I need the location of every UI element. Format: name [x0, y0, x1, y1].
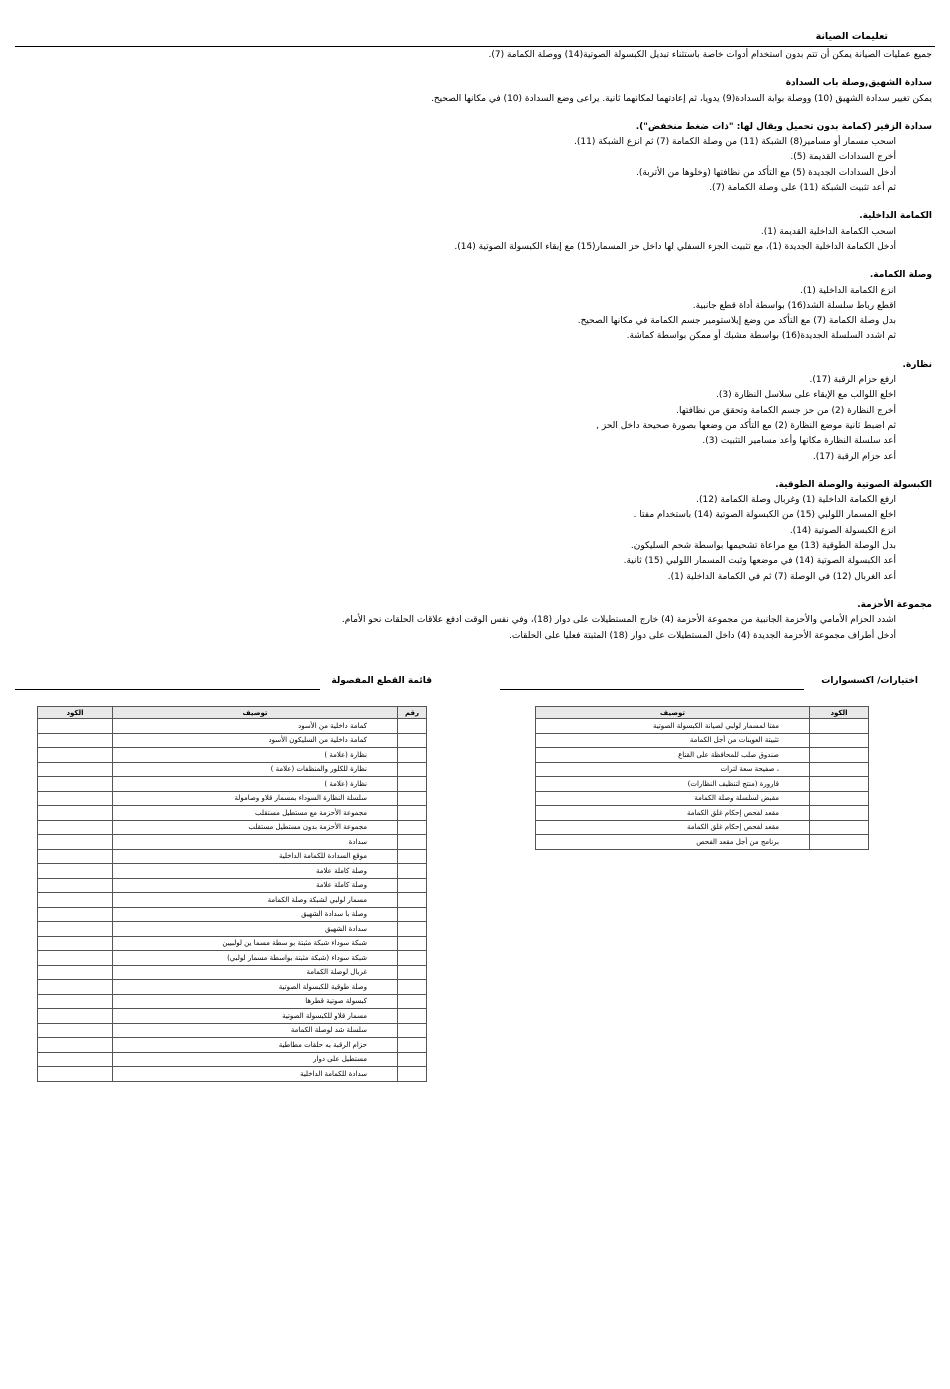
table-row [38, 748, 427, 763]
maintenance-title: تعليمات الصيانة [815, 31, 888, 42]
table-row [38, 791, 427, 806]
part-number-cell [398, 1023, 427, 1038]
part-description-cell: سدادة الشهيق [113, 922, 398, 937]
table-row [536, 820, 869, 835]
accessory-code-cell [810, 835, 869, 850]
accessory-description-cell: مفتا لمسمار لولبي لصيانة الكبسولة الصوتية [536, 719, 810, 734]
part-number-cell [398, 907, 427, 922]
table-row [536, 748, 869, 763]
part-code-cell [38, 849, 113, 864]
part-description-cell: وصلة طوقية للكبسولة الصوتية [113, 980, 398, 995]
table-row [38, 922, 427, 937]
part-code-cell [38, 1052, 113, 1067]
accessory-description-cell: تثبيتة العوينات من أجل الكمامة [536, 733, 810, 748]
accessories-table-body [536, 719, 869, 850]
instruction-line: اخلع المسمار اللولبي (15) من الكبسولة الصوتية (14) باستخدام مفتا . [633, 510, 896, 521]
maintenance-instructions [17, 48, 932, 644]
table-row [38, 936, 427, 951]
accessories-divider [500, 689, 804, 690]
instruction-line: اسحب الكمامة الداخلية القديمة (1). [760, 226, 896, 237]
part-description-cell: نظارة (علامة ) [113, 777, 398, 792]
part-code-cell [38, 719, 113, 734]
accessory-description-cell: ، صفيحة سعة لترات [536, 762, 810, 777]
part-number-cell [398, 922, 427, 937]
section-title: نظارة. [902, 359, 932, 370]
table-row [536, 791, 869, 806]
part-number-cell [398, 1038, 427, 1053]
instruction-line: أخرج السدادات القديمة (5). [790, 152, 896, 163]
instruction-line: أعد حزام الرقبة (17). [812, 451, 896, 462]
accessory-code-cell [810, 806, 869, 821]
parts-list-title: قائمة القطع المفصولة [331, 676, 432, 686]
part-code-cell [38, 965, 113, 980]
table-row [38, 777, 427, 792]
part-description-cell: سلسلة النظارة السوداء بمسمار قلاو وصامولة [113, 791, 398, 806]
table-row [38, 951, 427, 966]
table-row [38, 878, 427, 893]
part-code-cell [38, 980, 113, 995]
instruction-line: اسحب مسمار أو مسامير(8) الشبكة (11) من وصلة الكمامة (7) ثم انزع الشبكة (11). [574, 137, 896, 148]
part-number-cell [398, 849, 427, 864]
table-row [38, 980, 427, 995]
table-row [536, 806, 869, 821]
accessory-description-cell: مقبض لسلسلة وصلة الكمامة [536, 791, 810, 806]
accessory-description-cell: مقعد لفحص إحكام غلق الكمامة [536, 820, 810, 835]
instruction-line: انزع الكمامة الداخلية (1). [800, 285, 896, 296]
table-row [38, 733, 427, 748]
parts-table-header-row [38, 707, 427, 719]
parts-code-header: الكود [38, 707, 113, 719]
table-row [38, 1038, 427, 1053]
table-row [38, 907, 427, 922]
table-row [38, 1067, 427, 1082]
accessory-description-cell: قارورة (منتج لتنظيف النظارات) [536, 777, 810, 792]
part-number-cell [398, 777, 427, 792]
part-code-cell [38, 820, 113, 835]
part-code-cell [38, 806, 113, 821]
part-number-cell [398, 878, 427, 893]
part-description-cell: سدادة للكمامة الداخلية [113, 1067, 398, 1082]
part-code-cell [38, 777, 113, 792]
table-row [38, 965, 427, 980]
part-code-cell [38, 878, 113, 893]
accessory-code-cell [810, 762, 869, 777]
part-number-cell [398, 1067, 427, 1082]
part-number-cell [398, 1009, 427, 1024]
table-row [38, 1052, 427, 1067]
instruction-line: اشدد الحزام الأمامي والأحزمة الجانبية من مجموعة الأحزمة (4) خارج المستطيلات على دوار (18)، وفي نفس الوقت ادفع علاقات الحلقات نحو الأمام. [341, 615, 896, 626]
part-number-cell [398, 864, 427, 879]
parts-desc-header: توصيف [113, 707, 398, 719]
part-code-cell [38, 951, 113, 966]
table-row [38, 1023, 427, 1038]
part-code-cell [38, 791, 113, 806]
part-number-cell [398, 820, 427, 835]
part-description-cell: شبكة سوداء شبكة مثبتة بو سطة مسما ين لولبيين [113, 936, 398, 951]
part-number-cell [398, 719, 427, 734]
part-code-cell [38, 1009, 113, 1024]
part-number-cell [398, 951, 427, 966]
accessories-table-header-row [536, 707, 869, 719]
instruction-line: أعد الغربال (12) في الوصلة (7) ثم في الكمامة الداخلية (1). [667, 571, 896, 582]
title-divider [15, 46, 935, 47]
instruction-line: أخرج النظارة (2) من حز جسم الكمامة وتحقق من نظافتها. [676, 405, 896, 416]
table-row [38, 994, 427, 1009]
accessories-table [535, 706, 869, 850]
instruction-line: أدخل الكمامة الداخلية الجديدة (1)، مع تثبيت الجزء السفلي لها داخل حز المسمار(15) مع إبقاء الكبسولة الصوتية (14). [454, 241, 896, 252]
instruction-line: بدل الوصلة الطوقية (13) مع مراعاة تشحيمها بواسطة شحم السليكون. [630, 541, 896, 552]
instruction-line: ارفع الكمامة الداخلية (1) وغربال وصلة الكمامة (12). [696, 495, 896, 506]
part-number-cell [398, 994, 427, 1009]
part-description-cell: مجموعة الأحزمة مع مستطيل مستقلب [113, 806, 398, 821]
part-code-cell [38, 893, 113, 908]
part-code-cell [38, 907, 113, 922]
table-row [38, 820, 427, 835]
table-row [38, 719, 427, 734]
part-code-cell [38, 922, 113, 937]
instruction-line: اقطع رباط سلسلة الشد(16) بواسطة أداة قطع جانبية. [692, 300, 896, 311]
table-row [536, 719, 869, 734]
accessory-code-cell [810, 733, 869, 748]
accessory-description-cell: مقعد لفحص إحكام غلق الكمامة [536, 806, 810, 821]
accessory-code-cell [810, 777, 869, 792]
part-number-cell [398, 835, 427, 850]
table-row [38, 1009, 427, 1024]
part-description-cell: مستطيل على دوار [113, 1052, 398, 1067]
part-number-cell [398, 733, 427, 748]
accessory-code-cell [810, 719, 869, 734]
section-title: سدادة الزفير (كمامة بدون تحميل ويقال لها: "ذات ضغط منخفض"). [635, 121, 932, 132]
part-number-cell [398, 1052, 427, 1067]
table-row [38, 806, 427, 821]
part-code-cell [38, 1023, 113, 1038]
instruction-line: انزع الكبسولة الصوتية (14). [789, 525, 896, 536]
part-description-cell: مجموعة الأحزمة بدون مستطيل مستقلب [113, 820, 398, 835]
instruction-line: يمكن تغيير سدادة الشهيق (10) ووصلة بوابة السدادة(9) يدويا، ثم إعادتهما لمكانهما ثانية. يراعى وضع السدادة (10) في مكانها الصحيح. [431, 93, 932, 104]
instruction-line: أدخل السدادات الجديدة (5) مع التأكد من نظافتها (وخلوها من الأتربة). [635, 167, 896, 178]
accessory-description-cell: برنامج من أجل مقعد الفحص [536, 835, 810, 850]
part-code-cell [38, 748, 113, 763]
part-description-cell: نظارة (علامة ) [113, 748, 398, 763]
part-description-cell: كمامة داخلية من الأسود [113, 719, 398, 734]
part-description-cell: وصلة كاملة علامة [113, 878, 398, 893]
table-row [38, 849, 427, 864]
instruction-line: ثم اضبط ثانية موضع النظارة (2) مع التأكد من وضعها بصورة صحيحة داخل الحز , [596, 420, 896, 431]
part-description-cell: وصلة با سدادة الشهيق [113, 907, 398, 922]
section-title: الكبسولة الصوتية والوصلة الطوقية. [775, 479, 932, 490]
instruction-line: أعد الكبسولة الصوتية (14) في موضعها وثبت المسمار اللولبي (15) ثانية. [623, 556, 896, 567]
accessory-description-cell: صندوق صلب للمحافظة على القناع [536, 748, 810, 763]
parts-list-divider [15, 689, 320, 690]
section-title: جميع عمليات الصيانة يمكن أن تتم بدون استخدام أدوات خاصة باستثناء تبديل الكبسولة الصوتية(14) ووصلة الكمامة (7). [488, 50, 932, 60]
part-description-cell: مسمار قلاو للكبسولة الصوتية [113, 1009, 398, 1024]
part-description-cell: كبسولة صوتية قطرها [113, 994, 398, 1009]
instruction-line: بدل وصلة الكمامة (7) مع التأكد من وضع إيلاستومير جسم الكمامة في مكانها الصحيح. [577, 316, 896, 327]
part-number-cell [398, 791, 427, 806]
accessories-code-header: الكود [810, 707, 869, 719]
part-code-cell [38, 1038, 113, 1053]
instruction-line: ارفع حزام الرقبة (17). [809, 375, 896, 386]
accessory-code-cell [810, 791, 869, 806]
part-code-cell [38, 936, 113, 951]
part-code-cell [38, 994, 113, 1009]
part-number-cell [398, 980, 427, 995]
part-description-cell: سلسلة شد لوصلة الكمامة [113, 1023, 398, 1038]
part-code-cell [38, 733, 113, 748]
accessory-code-cell [810, 748, 869, 763]
section-title: وصلة الكمامة. [869, 270, 932, 281]
part-code-cell [38, 835, 113, 850]
table-row [536, 762, 869, 777]
instruction-line: ثم اشدد السلسلة الجديدة(16) بواسطة مشبك أو ممكن بواسطة كماشة. [626, 331, 896, 342]
part-description-cell: كمامة داخلية من السليكون الأسود [113, 733, 398, 748]
table-row [536, 777, 869, 792]
part-description-cell: وصلة كاملة علامة [113, 864, 398, 879]
accessory-code-cell [810, 820, 869, 835]
part-code-cell [38, 762, 113, 777]
part-description-cell: شبكة سوداء (شبكة مثبتة بواسطة مسمار لولبي) [113, 951, 398, 966]
table-row [536, 733, 869, 748]
part-code-cell [38, 1067, 113, 1082]
table-row [536, 835, 869, 850]
instruction-line: أعد سلسلة النظارة مكانها وأعد مسامير التثبيت (3). [702, 436, 896, 447]
parts-list-table [37, 706, 427, 1082]
part-description-cell: مسمار لولبي لشبكة وصلة الكمامة [113, 893, 398, 908]
part-description-cell: موقع السدادة للكمامة الداخلية [113, 849, 398, 864]
instruction-line: اخلع اللوالب مع الإبقاء على سلاسل النظارة (3). [716, 390, 896, 401]
section-title: الكمامة الداخلية. [859, 211, 932, 222]
part-number-cell [398, 936, 427, 951]
part-number-cell [398, 762, 427, 777]
section-title: مجموعة الأحزمة. [857, 599, 932, 610]
table-row [38, 864, 427, 879]
instruction-line: أدخل أطراف مجموعة الأحزمة الجديدة (4) داخل المستطيلات على دوار (18) المثبتة فعليا على الحلقات. [509, 630, 896, 641]
parts-table-body [38, 719, 427, 1082]
part-number-cell [398, 748, 427, 763]
accessories-title: اختيارات/ اكسسوارات [821, 676, 918, 686]
table-row [38, 893, 427, 908]
instruction-line: ثم أعد تثبيت الشبكة (11) على وصلة الكمامة (7). [709, 183, 896, 194]
part-number-cell [398, 806, 427, 821]
part-number-cell [398, 893, 427, 908]
part-description-cell: غربال لوصلة الكمامة [113, 965, 398, 980]
part-description-cell: سدادة [113, 835, 398, 850]
parts-num-header: رقم [398, 707, 427, 719]
section-title: سدادة الشهيق,وصلة باب السدادة [785, 78, 932, 89]
part-code-cell [38, 864, 113, 879]
part-description-cell: نظارة للكلور والمنظفات (علامة ) [113, 762, 398, 777]
part-number-cell [398, 965, 427, 980]
part-description-cell: حزام الرقبة به حلقات مطاطية [113, 1038, 398, 1053]
accessories-desc-header: توصيف [536, 707, 810, 719]
table-row [38, 835, 427, 850]
table-row [38, 762, 427, 777]
